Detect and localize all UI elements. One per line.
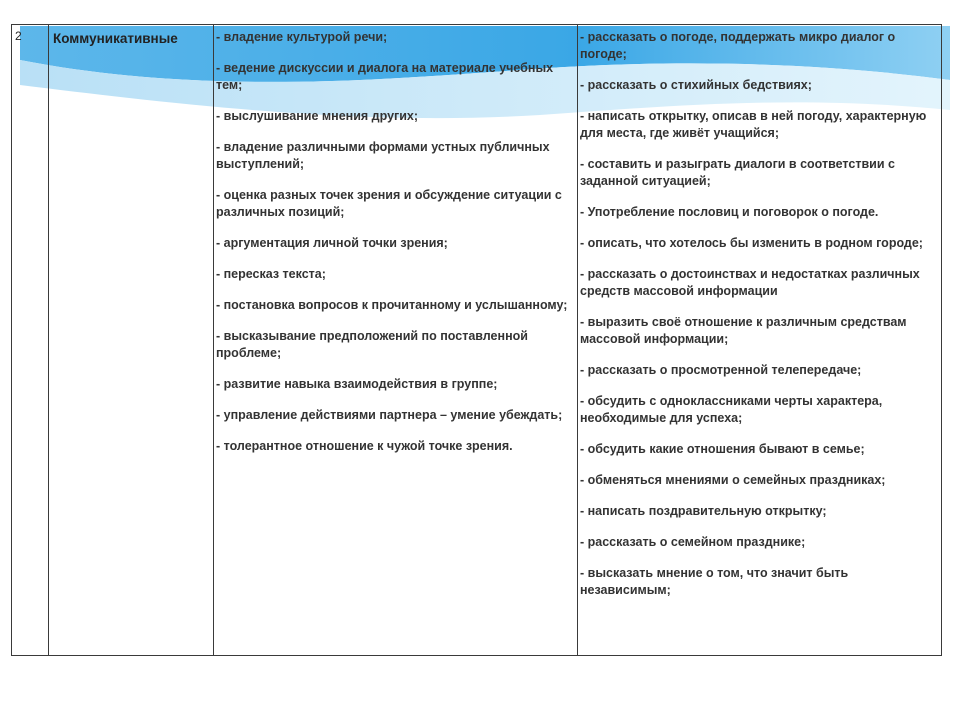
number-column <box>12 25 49 655</box>
activity-item: - написать открытку, описав в ней погоду, характерную для места, где живёт учащийся; <box>580 109 927 140</box>
activity-item: - высказать мнение о том, что значит быть независимым; <box>580 566 849 597</box>
skill-item: - ведение дискуссии и диалога на материале учебных тем; <box>216 61 554 92</box>
skill-item: - постановка вопросов к прочитанному и услышанному; <box>216 298 568 312</box>
category-title: Коммуникативные <box>53 31 178 46</box>
activity-item: - обсудить с одноклассниками черты характера, необходимые для успеха; <box>580 394 883 425</box>
skill-item: - управление действиями партнера – умение убеждать; <box>216 408 563 422</box>
activity-item: - обменяться мнениями о семейных праздниках; <box>580 473 886 487</box>
activities-column <box>577 25 941 655</box>
skill-item: - развитие навыка взаимодействия в группе; <box>216 377 498 391</box>
skill-item: - аргументация личной точки зрения; <box>216 236 448 250</box>
activity-item: - Употребление пословиц и поговорок о погоде. <box>580 205 879 219</box>
activity-item: - составить и разыграть диалоги в соответствии с заданной ситуацией; <box>580 157 895 188</box>
skill-item: - высказывание предположений по поставленной проблеме; <box>216 329 528 360</box>
activity-item: - рассказать о семейном празднике; <box>580 535 806 549</box>
activity-item: - выразить своё отношение к различным средствам массовой информации; <box>580 315 907 346</box>
skill-item: - выслушивание мнения других; <box>216 109 419 123</box>
content-table <box>11 24 942 656</box>
category-column <box>48 25 214 655</box>
skill-item: - толерантное отношение к чужой точке зрения. <box>216 439 513 453</box>
skills-column <box>213 25 578 655</box>
activity-item: - описать, что хотелось бы изменить в родном городе; <box>580 236 923 250</box>
activity-item: - рассказать о погоде, поддержать микро диалог о погоде; <box>580 30 896 61</box>
activity-item: - рассказать о просмотренной телепередаче; <box>580 363 862 377</box>
activity-item: - рассказать о стихийных бедствиях; <box>580 78 812 92</box>
activity-item: - рассказать о достоинствах и недостатках различных средств массовой информации <box>580 267 920 298</box>
skill-item: - оценка разных точек зрения и обсуждение ситуации с различных позиций; <box>216 188 562 219</box>
activity-item: - написать поздравительную открытку; <box>580 504 827 518</box>
row-number: 2 <box>15 29 22 43</box>
skill-item: - владение различными формами устных публичных выступлений; <box>216 140 550 171</box>
activities-list <box>577 25 941 599</box>
skills-list <box>213 25 577 455</box>
skill-item: - владение культурой речи; <box>216 30 388 44</box>
skill-item: - пересказ текста; <box>216 267 326 281</box>
activity-item: - обсудить какие отношения бывают в семье; <box>580 442 865 456</box>
